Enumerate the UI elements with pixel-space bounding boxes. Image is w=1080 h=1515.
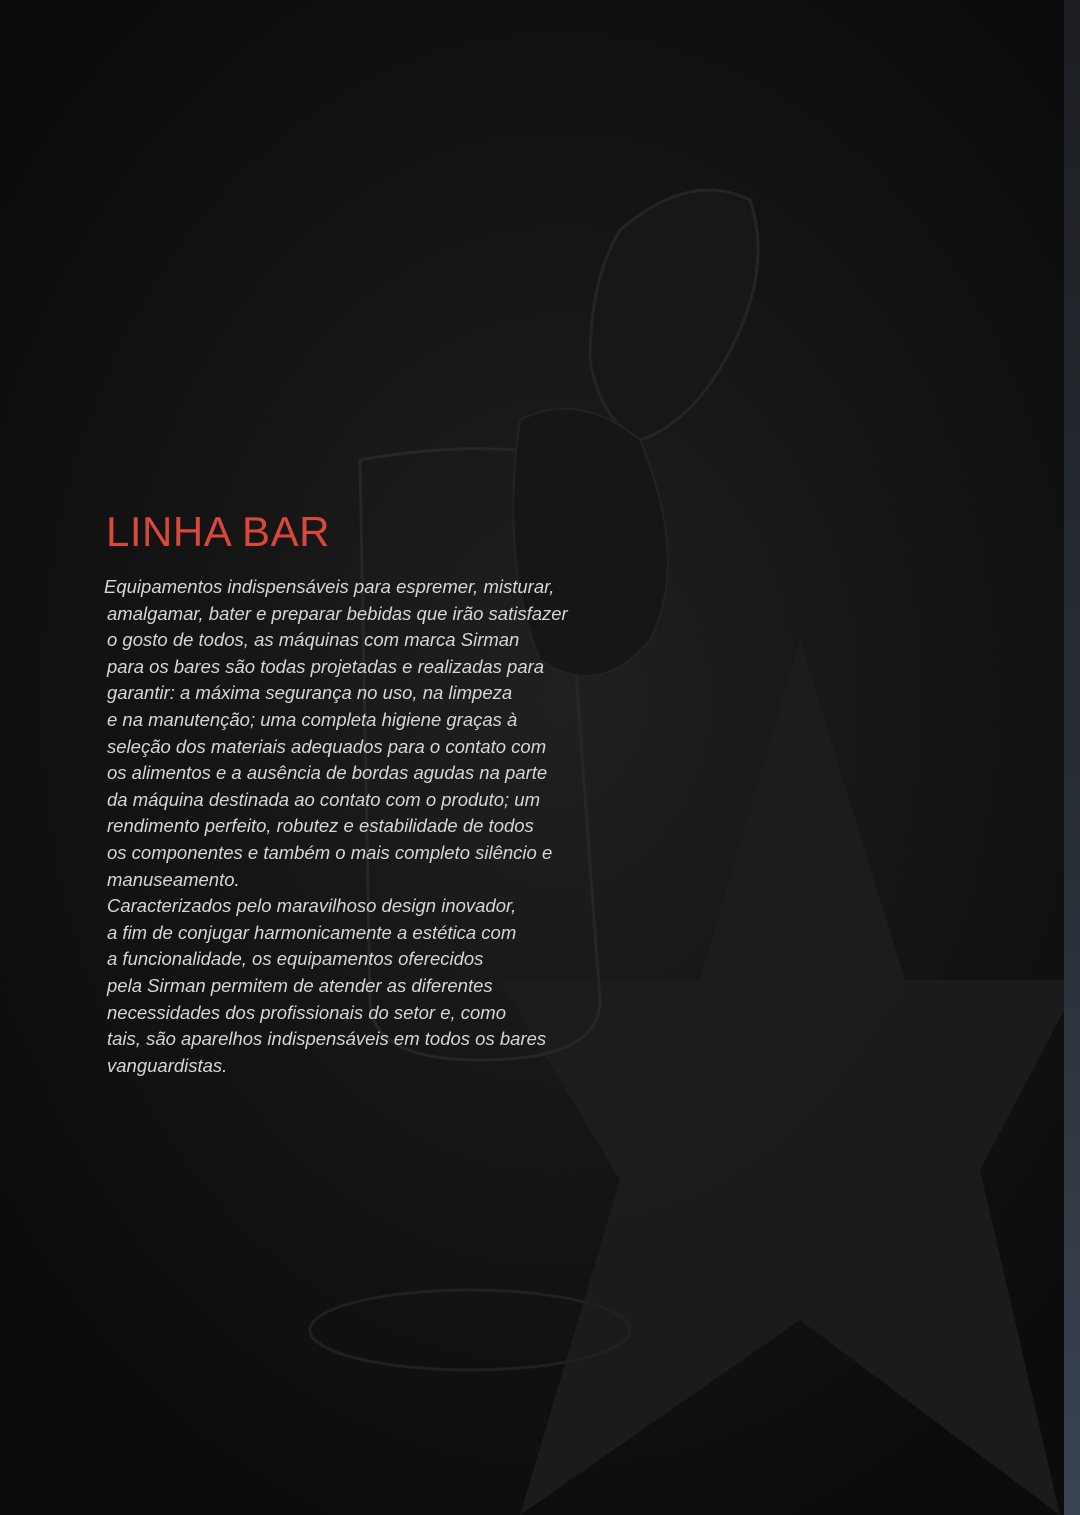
paragraph-line: garantir: a máxima segurança no uso, na limpeza <box>107 682 513 704</box>
paragraph-line: os alimentos e a ausência de bordas agudas na parte <box>107 762 548 784</box>
paragraph-line: Equipamentos indispensáveis para espremer, misturar, <box>104 576 555 597</box>
page-title: LINHA BAR <box>106 508 330 555</box>
paragraph-line: os componentes e também o mais completo silêncio e <box>107 841 553 863</box>
paragraph-line: o gosto de todos, as máquinas com marca Sirman <box>107 629 520 651</box>
paragraph-line: pela Sirman permitem de atender as diferentes <box>107 974 493 996</box>
paragraph-line: a funcionalidade, os equipamentos oferecidos <box>107 948 484 970</box>
background-shaker-silhouette <box>590 190 758 440</box>
paragraph-line: tais, são aparelhos indispensáveis em todos os bares <box>107 1028 547 1050</box>
right-edge-strip <box>1064 0 1080 1515</box>
description-paragraph <box>104 574 624 1079</box>
paragraph-line: vanguardistas. <box>107 1054 228 1076</box>
paragraph-line: necessidades dos profissionais do setor e, como <box>107 1001 506 1023</box>
paragraph-line: e na manutenção; uma completa higiene graças à <box>107 708 518 730</box>
paragraph-line: Caracterizados pelo maravilhoso design inovador, <box>107 895 517 917</box>
paragraph-line: a fim de conjugar harmonicamente a estética com <box>107 921 517 943</box>
paragraph-line: para os bares são todas projetadas e realizadas para <box>107 655 545 677</box>
paragraph-line: da máquina destinada ao contato com o produto; um <box>107 788 540 810</box>
paragraph-line: amalgamar, bater e preparar bebidas que irão satisfazer <box>107 602 568 624</box>
paragraph-line: manuseamento. <box>107 868 240 890</box>
paragraph-line: rendimento perfeito, robutez e estabilidade de todos <box>107 815 534 837</box>
paragraph-line: seleção dos materiais adequados para o contato com <box>107 735 547 757</box>
